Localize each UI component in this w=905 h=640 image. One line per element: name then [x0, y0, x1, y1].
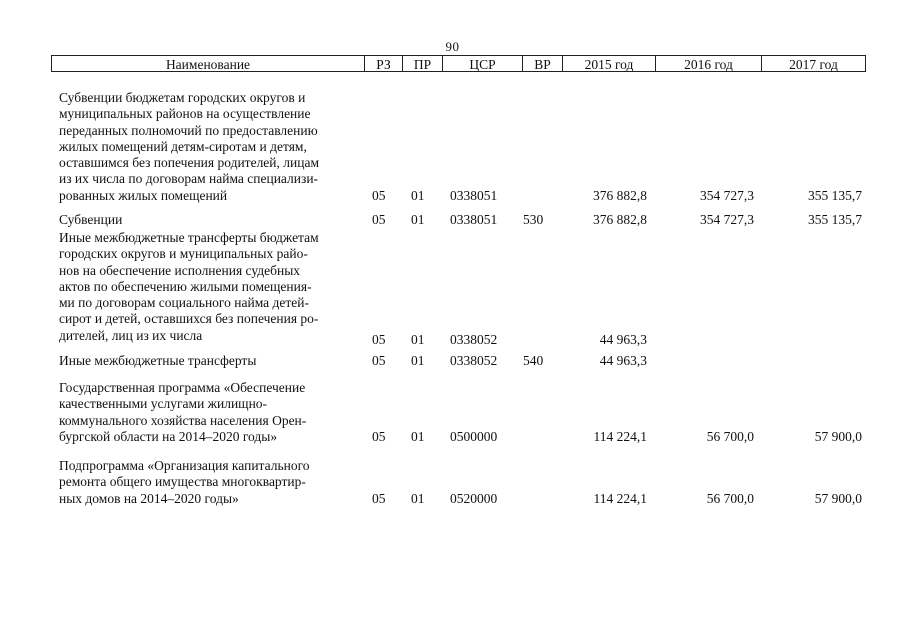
row-name: Субвенции	[59, 212, 123, 227]
row-csr: 0338051	[450, 188, 498, 203]
row-pr: 01	[411, 491, 425, 506]
row-value-2017: 355 135,7	[808, 188, 862, 203]
column-header-rz: РЗ	[364, 56, 402, 71]
column-header-2017: 2017 год	[761, 56, 865, 71]
row-value-2017: 57 900,0	[814, 491, 862, 506]
row-name: Государственная программа «Обеспечение качественными услугами жилищно- коммунального хозяйства населения Орен- бургской области на 2014–2020 годы»	[59, 380, 307, 444]
column-header-2015: 2015 год	[562, 56, 655, 71]
column-header-2016: 2016 год	[655, 56, 761, 71]
row-csr: 0338051	[450, 212, 498, 227]
row-pr: 01	[411, 353, 425, 368]
row-csr: 0520000	[450, 491, 498, 506]
column-header-vr: ВР	[522, 56, 562, 71]
row-name: Иные межбюджетные трансферты бюджетам городских округов и муниципальных райо- нов на обеспечение исполнения судебных актов по обеспечению жилыми помещения- ми по договорам социального найма детей- сирот и детей, оставшихся без попечения ро- дителей, лиц из их числа	[59, 230, 319, 343]
row-rz: 05	[372, 212, 386, 227]
column-header-pr: ПР	[402, 56, 442, 71]
row-value-2015: 44 963,3	[599, 332, 647, 347]
row-csr: 0338052	[450, 353, 498, 368]
row-value-2017: 355 135,7	[808, 212, 862, 227]
row-value-2016: 354 727,3	[700, 188, 754, 203]
row-rz: 05	[372, 188, 386, 203]
column-header-name: Наименование	[165, 57, 251, 72]
row-name: Субвенции бюджетам городских округов и муниципальных районов на осуществление переданных полномочий по предоставлению жилых помещений детям-сиротам и детям, оставшимся без попечения родителей, лицам из их числа по договорам найма специализи- рованных жилых помещений	[59, 90, 319, 203]
page-number: 90	[445, 39, 460, 54]
row-rz: 05	[372, 491, 386, 506]
row-csr: 0338052	[450, 332, 498, 347]
row-value-2015: 44 963,3	[599, 353, 647, 368]
row-rz: 05	[372, 353, 386, 368]
column-header-csr: ЦСР	[442, 56, 522, 71]
row-value-2015: 114 224,1	[593, 429, 647, 444]
row-value-2015: 376 882,8	[593, 212, 647, 227]
row-rz: 05	[372, 429, 386, 444]
row-pr: 01	[411, 332, 425, 347]
row-pr: 01	[411, 212, 425, 227]
row-value-2016: 354 727,3	[700, 212, 754, 227]
row-pr: 01	[411, 429, 425, 444]
row-value-2015: 114 224,1	[593, 491, 647, 506]
row-rz: 05	[372, 332, 386, 347]
row-csr: 0500000	[450, 429, 498, 444]
row-pr: 01	[411, 188, 425, 203]
row-value-2016: 56 700,0	[706, 429, 754, 444]
row-value-2016: 56 700,0	[706, 491, 754, 506]
row-value-2015: 376 882,8	[593, 188, 647, 203]
row-vr: 540	[523, 353, 544, 368]
row-value-2017: 57 900,0	[814, 429, 862, 444]
row-vr: 530	[523, 212, 544, 227]
row-name: Иные межбюджетные трансферты	[59, 353, 257, 368]
row-name: Подпрограмма «Организация капитального ремонта общего имущества многоквартир- ных домов на 2014–2020 годы»	[59, 458, 310, 506]
